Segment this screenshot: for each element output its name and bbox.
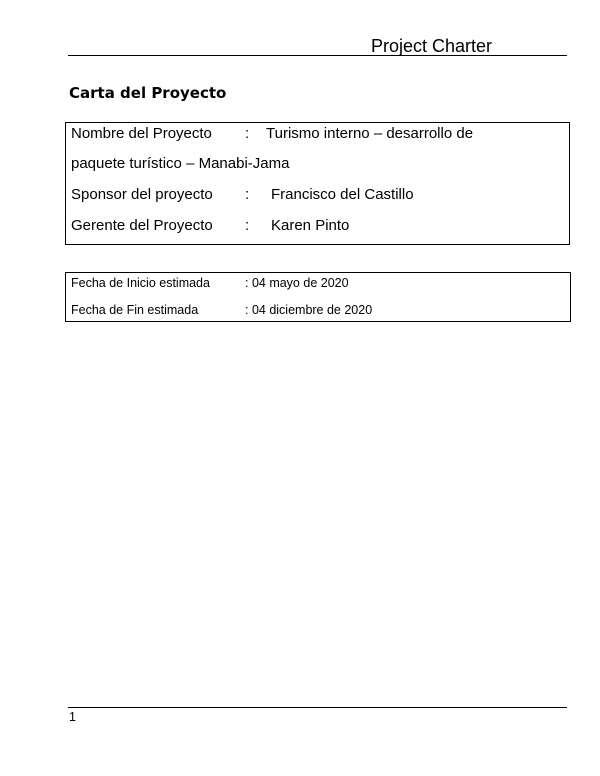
footer-rule	[68, 707, 567, 708]
dates-box	[65, 272, 571, 322]
project-info-box	[65, 122, 570, 245]
end-date-label: Fecha de Fin estimada	[71, 303, 199, 317]
end-date-value: : 04 diciembre de 2020	[245, 303, 373, 317]
sponsor-label: Sponsor del proyecto	[71, 186, 213, 203]
sponsor-colon: :	[245, 186, 250, 203]
project-name-label: Nombre del Proyecto	[71, 125, 212, 142]
project-name-colon: :	[245, 125, 250, 142]
section-heading: Carta del Proyecto	[69, 84, 227, 102]
manager-colon: :	[245, 217, 250, 234]
project-name-value-continued: paquete turístico – Manabi-Jama	[71, 155, 290, 172]
sponsor-value: Francisco del Castillo	[271, 186, 414, 203]
start-date-label: Fecha de Inicio estimada	[71, 276, 210, 290]
start-date-value: : 04 mayo de 2020	[245, 276, 349, 290]
manager-value: Karen Pinto	[271, 217, 350, 234]
document-header-title: Project Charter	[371, 36, 493, 56]
project-name-value: Turismo interno – desarrollo de	[266, 125, 474, 142]
manager-label: Gerente del Proyecto	[71, 217, 213, 234]
header-rule	[68, 55, 567, 56]
page-number: 1	[69, 710, 76, 724]
